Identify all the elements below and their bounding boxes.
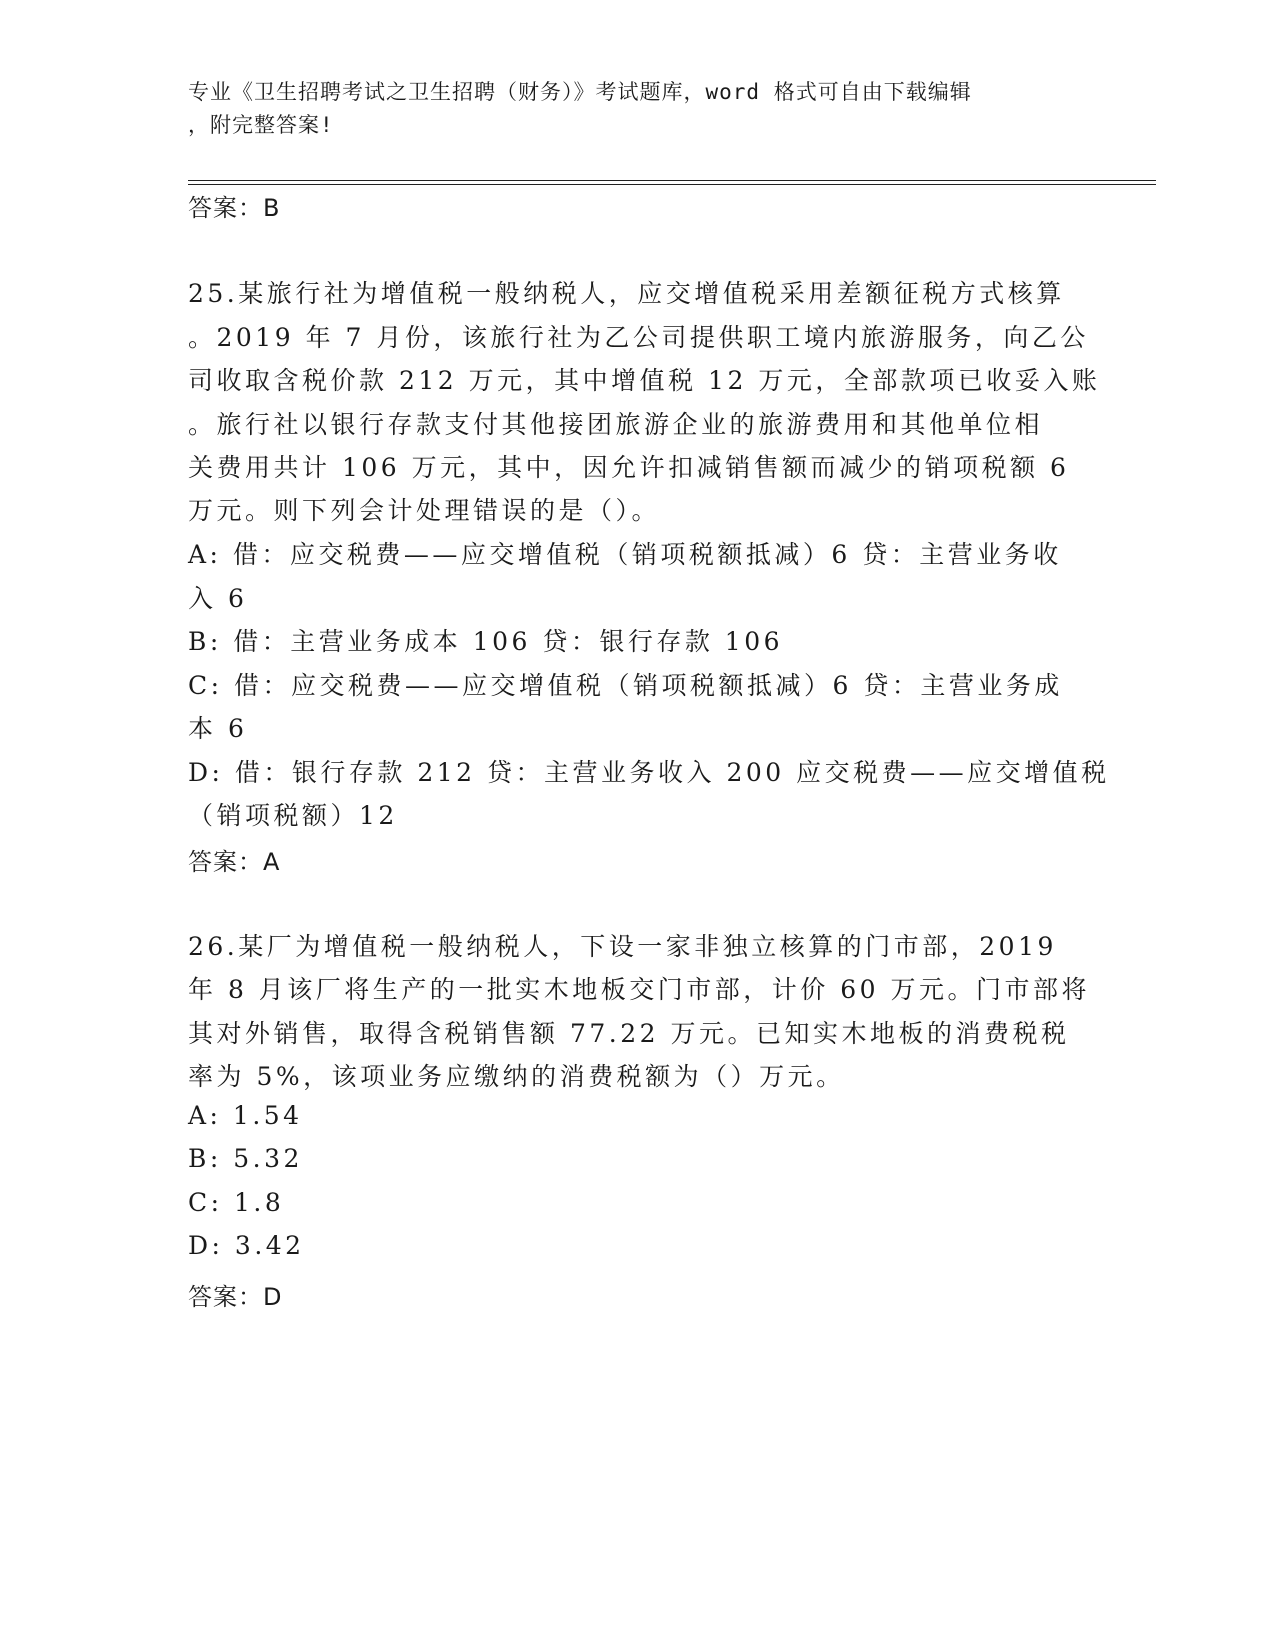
- option-b: B: 5.32: [188, 1144, 303, 1173]
- option-c: C: 借：应交税费——应交增值税（销项税额抵减）6 贷：主营业务成: [188, 671, 1063, 700]
- document-header: [188, 76, 1088, 142]
- option-c-continued: 本 6: [188, 714, 248, 743]
- option-d: D: 3.42: [188, 1231, 305, 1260]
- question-text-line: 万元。则下列会计处理错误的是（）。: [188, 496, 661, 525]
- question-text-line: 司收取含税价款 212 万元，其中增值税 12 万元，全部款项已收妥入账: [188, 366, 1101, 395]
- option-c: C: 1.8: [188, 1188, 285, 1217]
- answer-26: 答案：D: [188, 1283, 283, 1311]
- option-a: A: 借：应交税费——应交增值税（销项税额抵减）6 贷：主营业务收: [188, 540, 1062, 569]
- option-d-continued: （销项税额）12: [188, 801, 398, 830]
- question-text-line: 率为 5%，该项业务应缴纳的消费税额为（）万元。: [188, 1062, 845, 1091]
- question-text-line: 年 8 月该厂将生产的一批实木地板交门市部，计价 60 万元。门市部将: [188, 975, 1091, 1004]
- question-text-line: 26.某厂为增值税一般纳税人，下设一家非独立核算的门市部，2019: [188, 932, 1057, 961]
- answer-25: 答案：A: [188, 848, 281, 876]
- question-text-line: 。旅行社以银行存款支付其他接团旅游企业的旅游费用和其他单位相: [188, 410, 1044, 439]
- previous-answer: 答案：B: [188, 194, 281, 222]
- question-text-line: 关费用共计 106 万元，其中，因允许扣减销售额而减少的销项税额 6: [188, 453, 1070, 482]
- option-a: A: 1.54: [188, 1101, 303, 1130]
- header-line-2: ，附完整答案!: [188, 113, 334, 137]
- header-divider-bottom: [188, 184, 1156, 185]
- option-b: B: 借：主营业务成本 106 贷：银行存款 106: [188, 627, 784, 656]
- question-text-line: 25.某旅行社为增值税一般纳税人，应交增值税采用差额征税方式核算: [188, 279, 1065, 308]
- header-line-1: 专业《卫生招聘考试之卫生招聘（财务）》考试题库，word 格式可自由下载编辑: [188, 80, 972, 104]
- question-text-line: 其对外销售，取得含税销售额 77.22 万元。已知实木地板的消费税税: [188, 1019, 1070, 1048]
- header-divider-top: [188, 180, 1156, 181]
- option-d: D: 借：银行存款 212 贷：主营业务收入 200 应交税费——应交增值税: [188, 758, 1110, 787]
- question-text-line: 。2019 年 7 月份，该旅行社为乙公司提供职工境内旅游服务，向乙公: [188, 323, 1089, 352]
- option-a-continued: 入 6: [188, 584, 248, 613]
